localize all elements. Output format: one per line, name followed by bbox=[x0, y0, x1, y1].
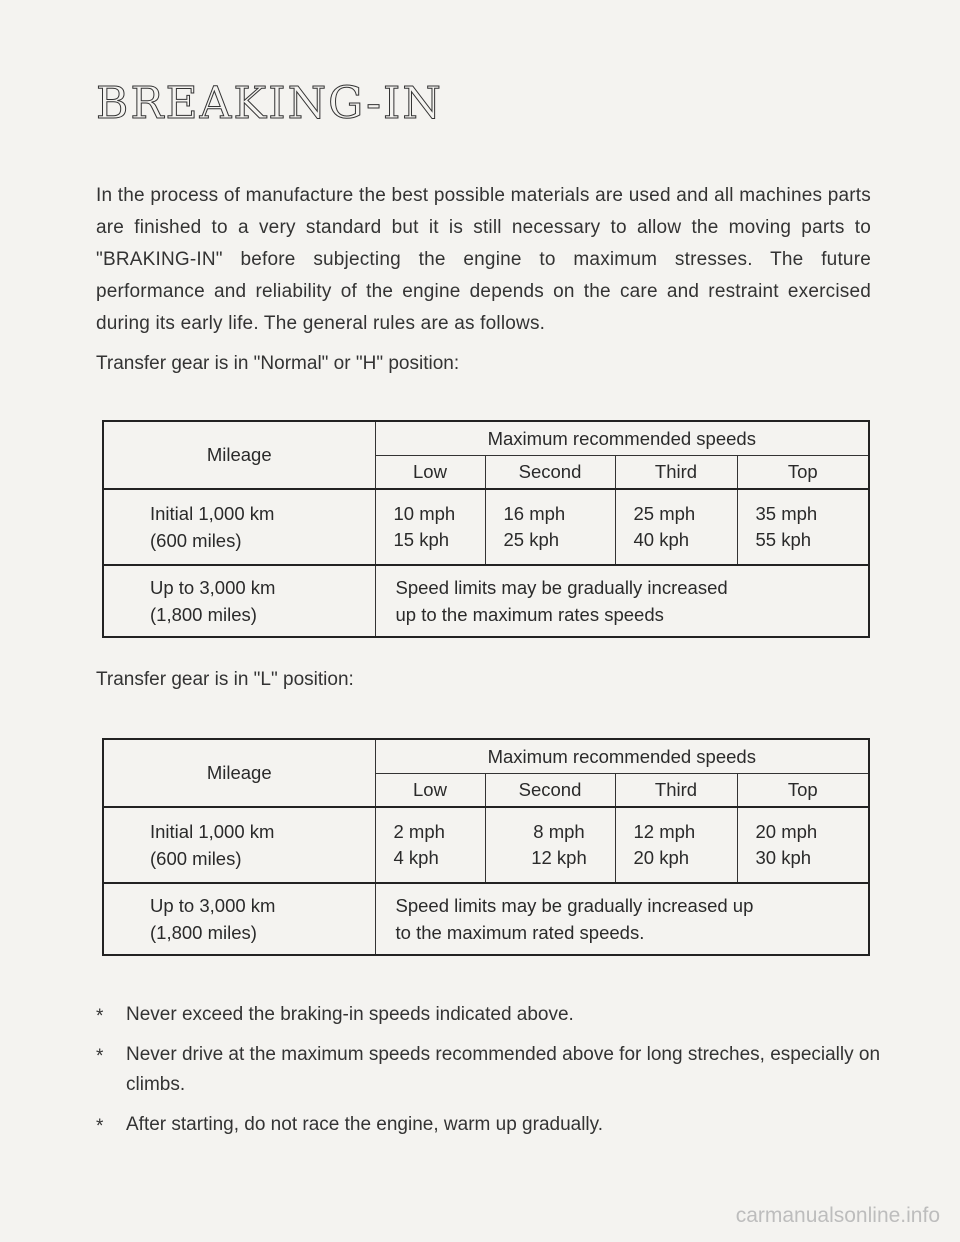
note-item bbox=[96, 1040, 886, 1100]
second-speed-cell bbox=[485, 807, 615, 883]
second-speed-cell bbox=[485, 489, 615, 565]
upto-mileage-mi: (1,800 miles) bbox=[150, 922, 257, 943]
upto-mileage-mi: (1,800 miles) bbox=[150, 604, 257, 625]
upto-mileage-cell bbox=[103, 565, 375, 637]
upto-note-cell bbox=[375, 883, 869, 955]
low-mph: 10 mph bbox=[393, 503, 456, 524]
top-speed-cell bbox=[737, 489, 869, 565]
note-item bbox=[96, 1110, 886, 1140]
initial-mileage-km: Initial 1,000 km bbox=[150, 821, 275, 842]
intro-paragraph: In the process of manufacture the best possible materials are used and all machines parts are finished to a very standard but it is still necessary to allow the moving parts to "BRAKING-IN" before subjecting the engine to maximum stresses. The future performance and reliability of the engine depends on the care and restraint exercised during its early life. The general rules are as follows. bbox=[96, 185, 871, 334]
third-speed-cell bbox=[615, 807, 737, 883]
note-text: After starting, do not race the engine, warm up gradually. bbox=[126, 1114, 604, 1135]
gear-top-header: Top bbox=[737, 774, 869, 808]
table-caption-normal: Transfer gear is in "Normal" or "H" position: bbox=[96, 353, 460, 374]
mileage-header: Mileage bbox=[103, 739, 375, 807]
upto-note-line1: Speed limits may be gradually increased bbox=[395, 577, 728, 598]
note-text: Never exceed the braking-in speeds indicated above. bbox=[126, 1004, 574, 1025]
initial-mileage-km: Initial 1,000 km bbox=[150, 503, 275, 524]
low-kph: 15 kph bbox=[393, 529, 450, 550]
table-caption-low: Transfer gear is in "L" position: bbox=[96, 669, 354, 690]
upto-mileage-km: Up to 3,000 km bbox=[150, 895, 276, 916]
max-speeds-header: Maximum recommended speeds bbox=[375, 739, 869, 774]
notes-list bbox=[96, 1000, 886, 1150]
gear-low-header: Low bbox=[375, 774, 485, 808]
initial-mileage-cell bbox=[103, 489, 375, 565]
second-kph: 12 kph bbox=[531, 847, 587, 868]
third-mph: 25 mph bbox=[633, 503, 696, 524]
third-speed-cell bbox=[615, 489, 737, 565]
low-mph: 2 mph bbox=[393, 821, 445, 842]
second-mph: 8 mph bbox=[533, 821, 585, 842]
max-speeds-header: Maximum recommended speeds bbox=[375, 421, 869, 456]
top-mph: 35 mph bbox=[755, 503, 818, 524]
upto-mileage-cell bbox=[103, 883, 375, 955]
speed-table-normal bbox=[102, 420, 870, 638]
note-text: Never drive at the maximum speeds recommended above for long streches, especially on climbs. bbox=[126, 1044, 881, 1095]
initial-mileage-mi: (600 miles) bbox=[150, 530, 242, 551]
third-kph: 20 kph bbox=[633, 847, 690, 868]
note-item bbox=[96, 1000, 886, 1030]
mileage-header: Mileage bbox=[103, 421, 375, 489]
third-mph: 12 mph bbox=[633, 821, 696, 842]
top-kph: 55 kph bbox=[755, 529, 812, 550]
low-speed-cell bbox=[375, 807, 485, 883]
upto-note-line1: Speed limits may be gradually increased up bbox=[395, 895, 754, 916]
initial-mileage-cell bbox=[103, 807, 375, 883]
upto-note-line2: to the maximum rated speeds. bbox=[395, 922, 645, 943]
upto-note-line2: up to the maximum rates speeds bbox=[395, 604, 664, 625]
low-speed-cell bbox=[375, 489, 485, 565]
watermark: carmanualsonline.info bbox=[735, 1204, 940, 1227]
speed-table-low bbox=[102, 738, 870, 956]
note-marker: * bbox=[96, 1046, 104, 1067]
gear-second-header: Second bbox=[485, 774, 615, 808]
top-speed-cell bbox=[737, 807, 869, 883]
top-mph: 20 mph bbox=[755, 821, 818, 842]
initial-mileage-mi: (600 miles) bbox=[150, 848, 242, 869]
note-marker: * bbox=[96, 1006, 104, 1027]
gear-second-header: Second bbox=[485, 456, 615, 490]
gear-third-header: Third bbox=[615, 456, 737, 490]
gear-third-header: Third bbox=[615, 774, 737, 808]
upto-note-cell bbox=[375, 565, 869, 637]
third-kph: 40 kph bbox=[633, 529, 690, 550]
note-marker: * bbox=[96, 1116, 104, 1137]
gear-top-header: Top bbox=[737, 456, 869, 490]
top-kph: 30 kph bbox=[755, 847, 812, 868]
second-mph: 16 mph bbox=[503, 503, 566, 524]
gear-low-header: Low bbox=[375, 456, 485, 490]
low-kph: 4 kph bbox=[393, 847, 439, 868]
upto-mileage-km: Up to 3,000 km bbox=[150, 577, 276, 598]
second-kph: 25 kph bbox=[503, 529, 560, 550]
page-title: BREAKING-IN bbox=[96, 78, 443, 129]
